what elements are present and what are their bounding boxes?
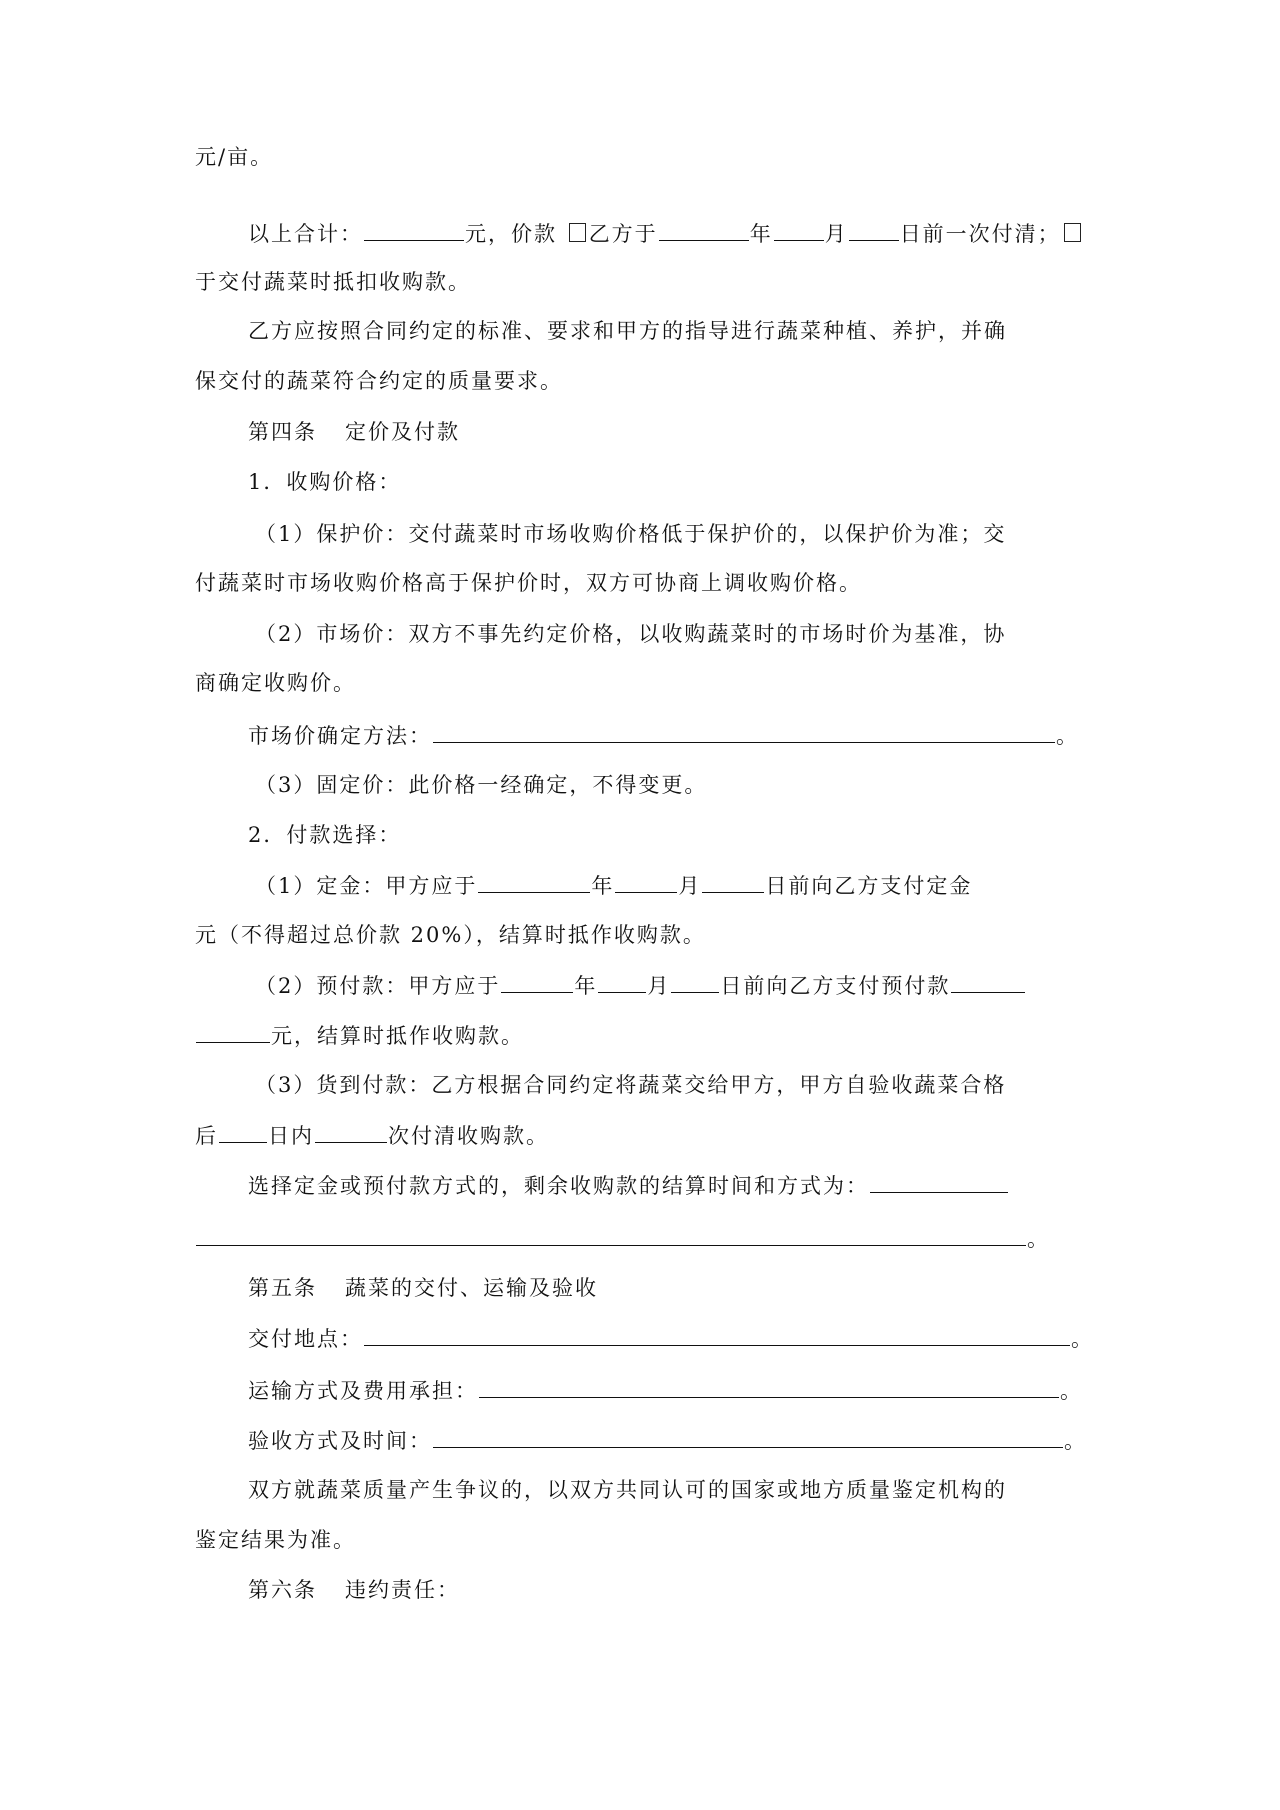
checkbox[interactable]	[569, 223, 586, 242]
text-line: 鉴定结果为准。	[195, 1528, 356, 1552]
month-blank[interactable]	[598, 970, 646, 993]
prepayment-amount-blank[interactable]	[951, 970, 1025, 993]
settlement-blank-cont[interactable]	[196, 1223, 1026, 1246]
settlement-blank[interactable]	[870, 1170, 1008, 1193]
label: 乙方于	[588, 222, 658, 246]
text-line: 商确定收购价。	[195, 671, 356, 695]
times-blank[interactable]	[315, 1120, 387, 1143]
article-4-heading	[248, 417, 1148, 447]
year-blank[interactable]	[501, 970, 573, 993]
label: 年	[749, 222, 773, 246]
label: 选择定金或预付款方式的，剩余收购款的结算时间和方式为：	[248, 1174, 869, 1198]
deposit-line	[255, 870, 1155, 901]
label: 月	[647, 974, 671, 998]
label: 后	[195, 1124, 218, 1148]
total-price-line	[248, 218, 1148, 249]
prepayment-amount-blank-cont[interactable]	[196, 1020, 270, 1043]
text-line: 于交付蔬菜时抵扣收购款。	[195, 270, 471, 294]
transport-line	[248, 1375, 1148, 1406]
label: 月	[678, 874, 702, 898]
label: 运输方式及费用承担：	[248, 1379, 478, 1403]
label: 次付清收购款。	[388, 1124, 549, 1148]
acceptance-blank[interactable]	[433, 1425, 1063, 1448]
text-line: 2．付款选择：	[248, 823, 402, 847]
day-blank[interactable]	[702, 870, 764, 893]
article-title: 定价及付款	[345, 420, 460, 444]
amount-blank[interactable]	[364, 218, 464, 241]
year-blank[interactable]	[659, 218, 749, 241]
text-line: （3）货到付款：乙方根据合同约定将蔬菜交给甲方，甲方自验收蔬菜合格	[255, 1073, 1007, 1097]
label: 。	[1027, 1227, 1050, 1251]
label: 月	[824, 222, 848, 246]
text-line: （1）保护价：交付蔬菜时市场收购价格低于保护价的，以保护价为准；交	[255, 522, 1007, 546]
label: 。	[1071, 1327, 1094, 1351]
days-blank[interactable]	[219, 1120, 267, 1143]
label: 。	[1056, 724, 1079, 748]
delivery-location-blank[interactable]	[364, 1323, 1070, 1346]
label: 。	[1064, 1429, 1087, 1453]
label: 年	[574, 974, 598, 998]
market-price-method-line	[248, 720, 1148, 751]
text-line: 付蔬菜时市场收购价格高于保护价时，双方可协商上调收购价格。	[195, 571, 862, 595]
acceptance-line	[248, 1425, 1148, 1456]
day-blank[interactable]	[671, 970, 719, 993]
settlement-line-cont	[195, 1223, 1095, 1254]
text-line: （2）市场价：双方不事先约定价格，以收购蔬菜时的市场时价为基准，协	[255, 622, 1007, 646]
text-line: 乙方应按照合同约定的标准、要求和甲方的指导进行蔬菜种植、养护，并确	[248, 319, 1007, 343]
article-number: 第四条	[248, 420, 317, 444]
label: （2）预付款：甲方应于	[255, 974, 501, 998]
label: 。	[1060, 1379, 1083, 1403]
settlement-line	[248, 1170, 1148, 1201]
label: 日前向乙方支付预付款	[720, 974, 951, 998]
label: 日前向乙方支付定金	[765, 874, 973, 898]
text-line: 1．收购价格：	[248, 470, 402, 494]
article-6-heading	[248, 1575, 1148, 1605]
text-line: 元（不得超过总价款 20%），结算时抵作收购款。	[195, 923, 706, 947]
article-number: 第五条	[248, 1276, 317, 1300]
article-5-heading	[248, 1273, 1148, 1303]
prepayment-line	[255, 970, 1155, 1001]
text-line: 保交付的蔬菜符合约定的质量要求。	[195, 369, 563, 393]
label: 元，结算时抵作收购款。	[271, 1024, 524, 1048]
label: 年	[591, 874, 615, 898]
month-blank[interactable]	[774, 218, 824, 241]
transport-blank[interactable]	[479, 1375, 1059, 1398]
prepayment-amount-line	[195, 1020, 1095, 1051]
text-line: 双方就蔬菜质量产生争议的，以双方共同认可的国家或地方质量鉴定机构的	[248, 1478, 1007, 1502]
label: 日前一次付清；	[899, 222, 1061, 246]
text-line: （3）固定价：此价格一经确定，不得变更。	[255, 773, 708, 797]
label: 市场价确定方法：	[248, 724, 432, 748]
checkbox[interactable]	[1064, 223, 1081, 242]
market-price-method-blank[interactable]	[433, 720, 1055, 743]
article-title: 违约责任：	[345, 1578, 460, 1602]
article-number: 第六条	[248, 1578, 317, 1602]
cod-days-line	[195, 1120, 1095, 1151]
delivery-location-line	[248, 1323, 1148, 1354]
label: 交付地点：	[248, 1327, 363, 1351]
label: 元，价款	[465, 222, 557, 246]
label: 以上合计：	[248, 222, 363, 246]
day-blank[interactable]	[849, 218, 899, 241]
label: 验收方式及时间：	[248, 1429, 432, 1453]
text-line: 元/亩。	[195, 145, 274, 169]
article-title: 蔬菜的交付、运输及验收	[345, 1276, 598, 1300]
month-blank[interactable]	[615, 870, 677, 893]
year-blank[interactable]	[478, 870, 590, 893]
label: （1）定金：甲方应于	[255, 874, 478, 898]
label: 日内	[268, 1124, 314, 1148]
